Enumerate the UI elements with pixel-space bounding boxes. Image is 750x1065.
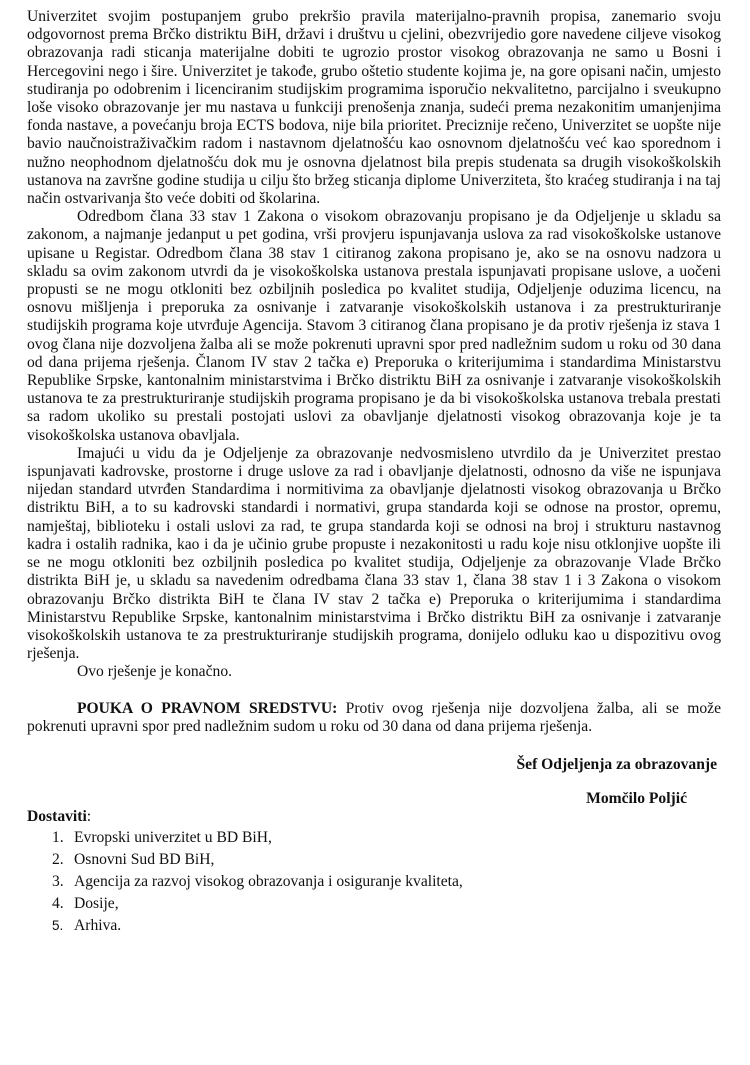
list-item bbox=[27, 873, 721, 891]
list-item-number: 5. bbox=[52, 918, 64, 934]
paragraph-university-violations: Univerzitet svojim postupanjem grubo prekršio pravila materijalno-pravnih propisa, zanemario svoju odgovornost prema Brčko distriktu BiH, državi i društvu u cjelini, obezvrijedio gore navedene ciljeve visokog obrazovanja radi sticanja materijalne dobiti te ugrozio prostor visokog obrazovanja ne samo u Bosni i Hercegovini nego i šire. Univerzitet je takođe, grubo oštetio studente kojima je, na gore opisani način, umjesto studiranja po odobrenim i licenciranim studijskim programima isporučio nekvalitetno, parcijalno i sveukupno loše visoko obrazovanje jer mu nastava u funkciji prenošenja znanja, sudeći prema nezakonitim umanjenjima fonda nastave, a povećanju broja ECTS bodova, nije bila prioritet. Precizniјe rečeno, Univerzitet se uopšte nije bavio naučnoistraživačkim radom i nastavnom djelatnošću kao osnovnom djelatnošću već kao sporednom i nužno neophodnom djelatnošću dok mu je osnovna djelatnost bila prepis studenata sa drugih visokoškolskih ustanova na završne godine studija u cilju što bržeg sticanja diplome Univerziteta, što kraćeg studiranja i na taj način ostvarivanja što veće dobiti od školarina. bbox=[27, 8, 721, 208]
list-item bbox=[27, 895, 721, 913]
spacer bbox=[27, 682, 721, 700]
list-item-text: Evropski univerzitet u BD BiH, bbox=[74, 828, 272, 846]
list-item-number: 1. bbox=[52, 828, 64, 846]
list-item-number: 3. bbox=[52, 872, 64, 890]
list-item-text: Dosije, bbox=[74, 895, 119, 913]
delivery-label-colon: : bbox=[86, 808, 92, 826]
legal-remedy-text: Protiv ovog rješenja nije dozvoljena žalba, ali se može pokrenuti upravni spor pred nadležnim sudom u roku od 30 dana od dana prijema rješenja. bbox=[27, 699, 721, 735]
list-item-text: Agencija za razvoj visokog obrazovanja i osiguranje kvaliteta, bbox=[74, 872, 463, 890]
legal-remedy-notice bbox=[27, 700, 721, 736]
list-item-number: 4. bbox=[52, 895, 64, 913]
list-item bbox=[27, 851, 721, 869]
legal-remedy-title: POUKA O PRAVNOM SREDSTVU: bbox=[77, 699, 338, 717]
list-item-text: Arhiva. bbox=[74, 917, 122, 935]
list-item-number: 2. bbox=[52, 850, 64, 868]
delivery-label-text: Dostaviti bbox=[27, 808, 87, 826]
list-item bbox=[27, 829, 721, 847]
delivery-label bbox=[27, 808, 721, 826]
paragraph-legal-basis: Odredbom člana 33 stav 1 Zakona o visokom obrazovanju propisano je da Odjeljenje u skladu sa zakonom, a najmanje jedanput u pet godina, vrši provjeru ispunjavanja uslova za rad visokoškolske ustanove upisane u Registar. Odredbom člana 38 stav 1 citiranog zakona propisano je, ako se na osnovu nadzora u skladu sa ovim zakonom utvrdi da je visokoškolska ustanova prestala ispunjavati propisane uslove, a uočeni propusti se ne mogu otkloniti bez ozbiljnih posledica po kvalitet studija, Odjeljenje oduzima licencu, na osnovu mišljenja i preporuka za osnivanje i zatvaranje visokoškolskih ustanova i za prestrukturiranje studijskih programa koje utvrđuje Agencija. Stavom 3 citiranog člana propisano je da protiv rješenja iz stava 1 ovog člana nije dozvoljena žalba ali se može pokrenuti upravni spor pred nadležnim sudom u roku od 30 dana od dana prijema rješenja. Članom IV stav 2 tačka e) Preporuka o kriterijumima i standardima Ministarstvu Republike Srpske, kantonalnim ministarstvima i Brčko distriktu BiH za osnivanje i zatvaranje visokoškolskih ustanova te za prestrukturiranje studijskih programa propisano je da bi visokoškolska ustanova trebala prestati sa radom ukoliko su prestali postojati uslovi za obavljanje djelatnosti visokog obrazovanja koje je ta visokoškolska ustanova obavljala. bbox=[27, 208, 721, 444]
list-item-text: Osnovni Sud BD BiH, bbox=[74, 850, 215, 868]
document-page bbox=[27, 8, 721, 940]
paragraph-decision-reasoning: Imajući u vidu da je Odjeljenje za obrazovanje nedvosmisleno utvrdilo da je Univerzitet prestao ispunjavati kadrovske, prostorne i druge uslove za rad i obavljanje djelatnosti, odnosno da više ne ispunjava nijedan standard utvrđen Standardima i normitivima za obavljanje djelatnosti visokog obrazovanja u Brčko distriktu BiH, a to su kadrovski standardi i normativi, grupa standarda koji se odnose na prostor, opremu, namještaj, biblioteku i ostali uslovi za rad, te grupa standarda koji se odnosi na broj i strukturu nastavnog kadra i ostalih radnika, kao i da je učinio grube propuste i nezakonitosti u radu koje nisu otklonjive uopšte ili se ne mogu otkloniti bez ozbiljnih posledica po kvalitet studija, Odjeljenje za obrazovanje Vlade Brčko distrikta BiH je, u skladu sa navedenim odredbama člana 33 stav 1, člana 38 stav 1 i 3 Zakona o visokom obrazovanju Brčko distrikta BiH te člana IV stav 2 tačka e) Preporuka o kriterijumima i standardima Ministarstvu Republike Srpske, kantonalnim ministarstvima i Brčko distriktu BiH za osnivanje i zatvaranje visokoškolskih ustanova te za prestrukturiranje studijskih programa, donijelo odluku kao u dispozitivu ovog rješenja. bbox=[27, 444, 721, 663]
signatory-name: Momčilo Poljić bbox=[586, 790, 687, 808]
recipient-list bbox=[27, 829, 721, 936]
list-item bbox=[27, 917, 721, 935]
paragraph-final-decision: Ovo rješenje je konačno. bbox=[77, 663, 233, 681]
signatory-title: Šef Odjeljenja za obrazovanje bbox=[516, 755, 717, 773]
